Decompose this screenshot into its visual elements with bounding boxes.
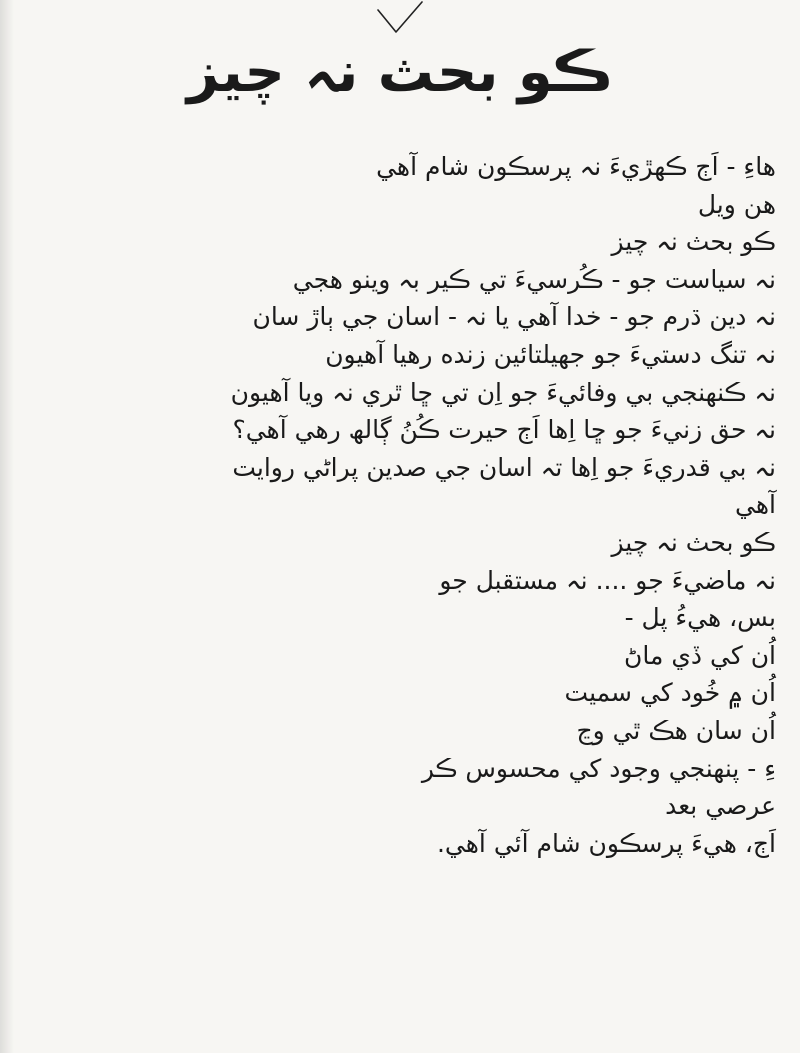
poem-line: نہ سياست جو - ڪُرسيءَ تي ڪير بہ وينو ھجي xyxy=(292,264,776,294)
poem-body xyxy=(6,148,776,862)
poem-title: ڪو بحث نہ چيز xyxy=(186,40,614,105)
poem-line: ڪو بحث نہ چيز xyxy=(611,227,776,257)
poem-line: نہ ڪنھنجي بي وفائيءَ جو اِن تي ڇا ٿري نہ ويا آھيون xyxy=(230,377,776,407)
poem-line: ھن ويل xyxy=(697,189,776,219)
poem-line: عرصي بعد xyxy=(665,791,776,821)
poem-line: نہ دين ڌرم جو - خدا آھي يا نہ - اسان جي ٻاڙ سان xyxy=(252,302,776,332)
poem-line: نہ ماضيءَ جو .... نہ مستقبل جو xyxy=(439,565,776,595)
poem-line: اُن کي ڏي ماڻ xyxy=(624,640,776,670)
poem-line: بس، ھيءُ پل - xyxy=(624,603,776,633)
poem-line: آھي xyxy=(735,490,776,520)
poem-line: اُن ۾ خُود کي سميت xyxy=(564,678,776,708)
poem-line: ءِ - پنھنجي وجود کي محسوس ڪر xyxy=(421,753,776,783)
poem-line: اُن سان ھڪ ٿي وڃ xyxy=(576,715,776,745)
poem-line: نہ بي قدريءَ جو اِھا تہ اسان جي صدين پراڻي روايت xyxy=(232,452,776,482)
poem-line: ڪو بحث نہ چيز xyxy=(611,527,776,557)
poem-line: نہ تنگ دستيءَ جو جھيلتائين زنده رھيا آھيون xyxy=(325,339,776,369)
poem-line: ھاءِ - اَڄ ڪھڙيءَ نہ پرسڪون شام آھي xyxy=(376,152,776,181)
poem-line: اَڄ، ھيءَ پرسڪون شام آئي آھي. xyxy=(436,828,776,858)
poem-line: نہ حق زنيءَ جو ڇا اِھا اَڄ حيرت ڪُنُ ڳالھ رھي آھي؟ xyxy=(232,415,776,445)
